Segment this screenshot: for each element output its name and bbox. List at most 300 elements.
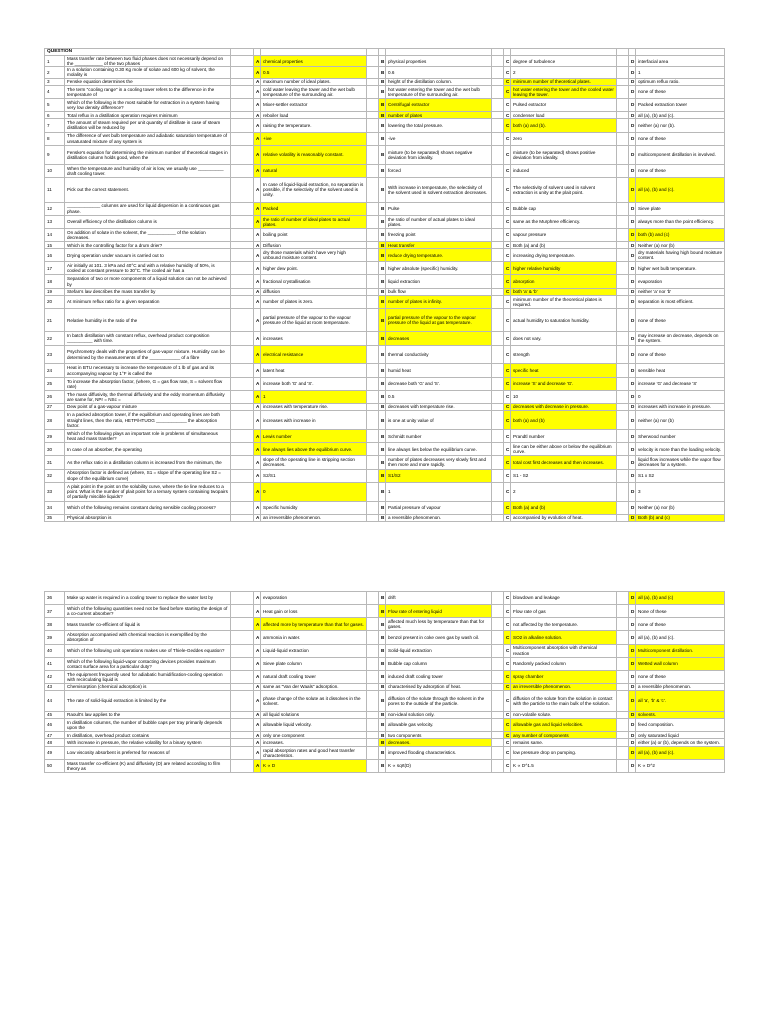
option-d: Sherwood number [636, 430, 725, 443]
option-d: interfacial area [636, 56, 725, 67]
option-c: higher relative humidity [511, 262, 617, 275]
option-c: degree of turbulence [511, 56, 617, 67]
option-letter-d: D [629, 112, 636, 119]
option-d: neither (a) nor (b) [636, 411, 725, 430]
option-letter-a: A [254, 759, 261, 772]
option-a: increases with temperature rise. [261, 403, 367, 410]
table-row [45, 262, 725, 275]
option-b: higher absolute (specific) humidity. [386, 262, 492, 275]
option-c: induced [511, 164, 617, 177]
option-b: Schmidt number [386, 430, 492, 443]
question-text: Total reflux in a distillation operation requires minimum [65, 112, 231, 119]
option-a: the ratio of number of ideal plates to actual plates. [261, 215, 367, 228]
option-letter-d: D [629, 670, 636, 683]
table-row [45, 112, 725, 119]
option-letter-c: C [504, 411, 511, 430]
option-letter-c: C [504, 605, 511, 618]
option-d: evaporation [636, 275, 725, 288]
question-text: Which of the following quantities need not be fixed before starting the design of a co-current absorber? [65, 605, 231, 618]
question-text: In a packed absorption tower, if the equilibrium and operating lines are both straight lines, then the ratio, HETP/HTUOG ____________ the absorption factor. [65, 411, 231, 430]
question-number: 37 [45, 605, 65, 618]
option-letter-a: A [254, 631, 261, 644]
option-letter-a: A [254, 262, 261, 275]
option-letter-d: D [629, 377, 636, 390]
option-c: K ∝ D^1.5 [511, 759, 617, 772]
option-letter-b: B [379, 202, 386, 215]
option-d: Packed extraction tower [636, 98, 725, 111]
table-row [45, 403, 725, 410]
option-letter-c: C [504, 249, 511, 262]
option-d: none of these [636, 164, 725, 177]
option-letter-c: C [504, 711, 511, 718]
question-number: 19 [45, 288, 65, 295]
option-c: S1 - S2 [511, 469, 617, 482]
option-c: remains same. [511, 739, 617, 746]
option-a: electrical resistance [261, 345, 367, 364]
option-d: multicomponent distillation is involved. [636, 145, 725, 164]
option-b: mixture (to be separated) shows negative deviation from ideality. [386, 145, 492, 164]
option-letter-c: C [504, 119, 511, 132]
option-letter-c: C [504, 456, 511, 469]
table-row [45, 98, 725, 111]
option-c: Both (a) and (b) [511, 501, 617, 514]
option-d: increase 'G' and decrease 'S' [636, 377, 725, 390]
question-number: 24 [45, 364, 65, 377]
question-number: 41 [45, 657, 65, 670]
option-letter-b: B [379, 456, 386, 469]
option-letter-a: A [254, 309, 261, 332]
question-text: In case of an absorber, the operating [65, 443, 231, 456]
question-number: 28 [45, 411, 65, 430]
question-number: 8 [45, 132, 65, 145]
option-letter-a: A [254, 177, 261, 202]
option-b: forced [386, 164, 492, 177]
option-d: Wetted wall column [636, 657, 725, 670]
option-letter-d: D [629, 275, 636, 288]
option-a: S2/S1 [261, 469, 367, 482]
question-text: Pick out the correct statement. [65, 177, 231, 202]
option-b: two components [386, 732, 492, 739]
option-letter-d: D [629, 469, 636, 482]
question-number: 2 [45, 67, 65, 78]
question-text: Make up water is required in a cooling tower to replace the water lost by [65, 592, 231, 605]
question-number: 32 [45, 469, 65, 482]
option-letter-c: C [504, 443, 511, 456]
option-letter-c: C [504, 295, 511, 308]
table-row [45, 119, 725, 132]
option-letter-d: D [629, 411, 636, 430]
question-number: 42 [45, 670, 65, 683]
option-a: phase change of the solute as it dissolves in the solvent. [261, 691, 367, 711]
option-letter-a: A [254, 228, 261, 241]
option-letter-a: A [254, 241, 261, 248]
option-a: K ∝ D [261, 759, 367, 772]
question-text: The rate of solid-liquid extraction is limited by the [65, 691, 231, 711]
option-letter-b: B [379, 711, 386, 718]
option-letter-a: A [254, 644, 261, 657]
option-d: feed composition. [636, 718, 725, 731]
option-c: allowable gas and liquid velocities. [511, 718, 617, 731]
option-letter-b: B [379, 275, 386, 288]
option-letter-a: A [254, 132, 261, 145]
question-number: 15 [45, 241, 65, 248]
question-number: 16 [45, 249, 65, 262]
question-text: In distillation, overhead product contains [65, 732, 231, 739]
option-letter-b: B [379, 309, 386, 332]
question-number: 39 [45, 631, 65, 644]
option-c: 2 [511, 67, 617, 78]
question-number: 9 [45, 145, 65, 164]
option-letter-d: D [629, 132, 636, 145]
option-letter-b: B [379, 119, 386, 132]
option-b: decreases [386, 332, 492, 345]
question-text: Overall efficiency of the distillation column is [65, 215, 231, 228]
option-letter-c: C [504, 288, 511, 295]
option-d: may increase on decrease, depends on the system. [636, 332, 725, 345]
option-a: +ive [261, 132, 367, 145]
option-letter-b: B [379, 67, 386, 78]
option-letter-b: B [379, 691, 386, 711]
question-number: 4 [45, 85, 65, 98]
option-a: all liquid solutions [261, 711, 367, 718]
option-letter-d: D [629, 145, 636, 164]
question-text: The term "cooling range" in a cooling tower refers to the difference in the temperature of [65, 85, 231, 98]
option-c: 10 [511, 390, 617, 403]
option-c: does not vary. [511, 332, 617, 345]
option-d: all 'a', 'b' & 'c'. [636, 691, 725, 711]
option-letter-a: A [254, 249, 261, 262]
option-b: S1/S2 [386, 469, 492, 482]
option-c: increasing drying temperature. [511, 249, 617, 262]
option-letter-b: B [379, 377, 386, 390]
option-letter-d: D [629, 241, 636, 248]
table-row [45, 364, 725, 377]
option-letter-a: A [254, 501, 261, 514]
option-letter-b: B [379, 469, 386, 482]
option-b: Flow rate of entering liquid [386, 605, 492, 618]
question-text: With increase in pressure, the relative volatility for a binary system [65, 739, 231, 746]
option-letter-d: D [629, 403, 636, 410]
option-letter-c: C [504, 670, 511, 683]
option-letter-a: A [254, 746, 261, 759]
option-letter-d: D [629, 691, 636, 711]
table-row [45, 683, 725, 690]
question-number: 22 [45, 332, 65, 345]
option-a: Liquid-liquid extraction [261, 644, 367, 657]
option-c: line can be either above or below the equilibrium curve. [511, 443, 617, 456]
option-c: The selectivity of solvent used in solvent extraction is unity at the plait point. [511, 177, 617, 202]
table-row [45, 443, 725, 456]
option-letter-c: C [504, 145, 511, 164]
table-row [45, 411, 725, 430]
option-letter-b: B [379, 132, 386, 145]
question-text: Absorption accompanied with chemical reaction is exemplified by the absorption of [65, 631, 231, 644]
option-a: chemical properties [261, 56, 367, 67]
option-letter-b: B [379, 78, 386, 85]
table-row [45, 718, 725, 731]
option-c: Prandtl number [511, 430, 617, 443]
question-number: 6 [45, 112, 65, 119]
question-number: 17 [45, 262, 65, 275]
option-letter-c: C [504, 332, 511, 345]
option-c: Pulsed extractor [511, 98, 617, 111]
table-row [45, 430, 725, 443]
option-letter-d: D [629, 592, 636, 605]
option-a: boiling point [261, 228, 367, 241]
table-row [45, 145, 725, 164]
option-letter-c: C [504, 164, 511, 177]
option-c: decreases with decrease in pressure. [511, 403, 617, 410]
option-d: all (a), (b) and (c). [636, 112, 725, 119]
option-letter-b: B [379, 732, 386, 739]
option-letter-a: A [254, 732, 261, 739]
option-letter-d: D [629, 711, 636, 718]
option-letter-b: B [379, 657, 386, 670]
question-number: 45 [45, 711, 65, 718]
option-letter-b: B [379, 443, 386, 456]
option-letter-b: B [379, 430, 386, 443]
option-letter-d: D [629, 644, 636, 657]
option-letter-c: C [504, 85, 511, 98]
option-letter-c: C [504, 78, 511, 85]
option-letter-a: A [254, 85, 261, 98]
option-b: the ratio of number of actual plates to ideal plates. [386, 215, 492, 228]
question-text: On addition of solute in the solvent, the ___________ of the solution decreases. [65, 228, 231, 241]
option-b: height of the distillation column. [386, 78, 492, 85]
table-row [45, 746, 725, 759]
question-text: A plait point in the point on the solubility curve, where the tie line reduces to a point. What is the number of plait point for a ternary system containing twopairs of partially miscible liquids? [65, 482, 231, 501]
table-row [45, 711, 725, 718]
option-d: both (b) and (c) [636, 228, 725, 241]
table-row [45, 592, 725, 605]
option-letter-a: A [254, 670, 261, 683]
question-number: 13 [45, 215, 65, 228]
option-letter-a: A [254, 443, 261, 456]
option-letter-b: B [379, 177, 386, 202]
option-c: spray chamber [511, 670, 617, 683]
option-letter-b: B [379, 670, 386, 683]
option-c: both (a) and (b) [511, 411, 617, 430]
option-letter-c: C [504, 241, 511, 248]
option-letter-b: B [379, 759, 386, 772]
option-letter-c: C [504, 202, 511, 215]
option-a: Diffusion [261, 241, 367, 248]
option-c: Multicomponent absorption with chemical reaction [511, 644, 617, 657]
option-d: 3 [636, 482, 725, 501]
option-d: S1 x S2 [636, 469, 725, 482]
table-row [45, 309, 725, 332]
option-b: is one at unity value of [386, 411, 492, 430]
option-c: condenser load [511, 112, 617, 119]
option-letter-b: B [379, 112, 386, 119]
option-b: bulk flow [386, 288, 492, 295]
option-letter-d: D [629, 430, 636, 443]
option-letter-a: A [254, 215, 261, 228]
question-number: 12 [45, 202, 65, 215]
option-d: all (a), (b) and (c) [636, 592, 725, 605]
option-d: all (a), (b) and (c). [636, 177, 725, 202]
option-letter-d: D [629, 332, 636, 345]
option-b: humid heat [386, 364, 492, 377]
question-text: To increase the absorption factor, (where, G = gas flow rate, S = solvent flow rate) [65, 377, 231, 390]
option-letter-d: D [629, 249, 636, 262]
option-letter-a: A [254, 145, 261, 164]
question-text: Separation of two or more components of a liquid solution can not be achieved by [65, 275, 231, 288]
option-letter-d: D [629, 364, 636, 377]
question-number: 40 [45, 644, 65, 657]
table-row [45, 241, 725, 248]
table-row [45, 85, 725, 98]
option-b: 0.6 [386, 67, 492, 78]
question-text: Heat in BTU necessary to increase the temperature of 1 lb of gas and its accompanying vapour by 1°F is called the [65, 364, 231, 377]
question-number: 7 [45, 119, 65, 132]
option-letter-c: C [504, 364, 511, 377]
question-text: In a solution containing 0.30 Kg mole of solute and 600 kg of solvent, the molality is [65, 67, 231, 78]
option-c: an irreversible phenomenon. [511, 683, 617, 690]
table-row [45, 295, 725, 308]
question-number: 31 [45, 456, 65, 469]
option-letter-c: C [504, 112, 511, 119]
option-c: SO2 in alkaline solution. [511, 631, 617, 644]
option-letter-d: D [629, 262, 636, 275]
question-text: Physical absorption is [65, 514, 231, 521]
option-letter-b: B [379, 644, 386, 657]
option-letter-a: A [254, 691, 261, 711]
option-c: minimum number of theoretical plates. [511, 78, 617, 85]
option-letter-d: D [629, 443, 636, 456]
option-d: K ∝ D^2 [636, 759, 725, 772]
option-letter-a: A [254, 295, 261, 308]
option-letter-a: A [254, 67, 261, 78]
option-letter-b: B [379, 631, 386, 644]
option-letter-c: C [504, 98, 511, 111]
option-letter-a: A [254, 403, 261, 410]
option-b: partial pressure of the vapour to the vapour pressure of the liquid at gas temperature. [386, 309, 492, 332]
question-text: When the temperature and humidity of air is low, we usually use __________ draft cooling tower. [65, 164, 231, 177]
option-letter-a: A [254, 605, 261, 618]
option-letter-b: B [379, 56, 386, 67]
option-a: increases [261, 332, 367, 345]
option-a: increase both 'G' and 'S'. [261, 377, 367, 390]
option-letter-c: C [504, 403, 511, 410]
question-text: Stefan's law describes the mass transfer by [65, 288, 231, 295]
option-letter-c: C [504, 657, 511, 670]
table-row [45, 670, 725, 683]
option-d: none of these [636, 309, 725, 332]
option-letter-d: D [629, 739, 636, 746]
table-row [45, 288, 725, 295]
option-b: -ive [386, 132, 492, 145]
question-table-part-1 [44, 48, 725, 522]
option-c: non-volatile solute. [511, 711, 617, 718]
option-letter-c: C [504, 309, 511, 332]
option-b: Solid-liquid extraction [386, 644, 492, 657]
option-letter-c: C [504, 275, 511, 288]
option-letter-a: A [254, 98, 261, 111]
option-a: same as "Van der Waals" adsorption. [261, 683, 367, 690]
option-d: 0 [636, 390, 725, 403]
question-text: Which of the following unit operations makes use of Thiele-Geddes equation? [65, 644, 231, 657]
option-letter-b: B [379, 605, 386, 618]
option-letter-d: D [629, 514, 636, 521]
option-a: raising the temperature. [261, 119, 367, 132]
option-letter-a: A [254, 739, 261, 746]
option-letter-a: A [254, 411, 261, 430]
option-b: allowable gas velocity. [386, 718, 492, 731]
option-a: Specific humidity [261, 501, 367, 514]
table-row [45, 56, 725, 67]
question-text: The amount of steam required per unit quantity of distillate in case of steam distillation will be reduced by [65, 119, 231, 132]
option-b: With increase in temperature, the selectivity of the solvent used in solvent extraction decreases. [386, 177, 492, 202]
question-text: Fenske's equation for determining the minimum number of theoretical stages in distillation column holds good, when the [65, 145, 231, 164]
option-d: neither 'a' nor 'b' [636, 288, 725, 295]
option-c: blowdown and leakage [511, 592, 617, 605]
question-text: The mass diffusivity, the thermal diffusivity and the eddy momentum diffusivity are same for, NPr = NSc = [65, 390, 231, 403]
question-text: _____________ columns are used for liquid dispersion in a continuous gas phase. [65, 202, 231, 215]
option-letter-c: C [504, 514, 511, 521]
option-letter-d: D [629, 345, 636, 364]
option-c: diffusion of the solute from the solution in contact with the particle to the main bulk of the solution. [511, 691, 617, 711]
option-letter-d: D [629, 98, 636, 111]
question-number: 35 [45, 514, 65, 521]
option-letter-c: C [504, 759, 511, 772]
option-b: characterised by adsorption of heat. [386, 683, 492, 690]
option-b: diffusion of the solute through the solvent in the pores to the outside of the particle. [386, 691, 492, 711]
option-letter-b: B [379, 295, 386, 308]
question-text: Mass transfer co-efficient (K) and diffusivity (D) are related according to film theory as [65, 759, 231, 772]
option-d: only saturated liquid [636, 732, 725, 739]
option-a: an irreversible phenomenon. [261, 514, 367, 521]
option-letter-d: D [629, 618, 636, 631]
question-number: 20 [45, 295, 65, 308]
option-d: always more than the point efficiency. [636, 215, 725, 228]
table-row [45, 345, 725, 364]
option-letter-c: C [504, 746, 511, 759]
question-text: Air initially at 101. 3 kPa and 40°C and with a relative humidity of 50%, is cooled at constant pressure to 30°C. The cooled air has a [65, 262, 231, 275]
table-row [45, 164, 725, 177]
option-d: Multicomponent distillation. [636, 644, 725, 657]
option-letter-c: C [504, 345, 511, 364]
option-d: Sieve plate [636, 202, 725, 215]
table-row [45, 691, 725, 711]
question-text: Chemisorption (chemical adsorption) is [65, 683, 231, 690]
option-a: latent heat [261, 364, 367, 377]
option-letter-a: A [254, 78, 261, 85]
option-letter-b: B [379, 618, 386, 631]
table-row [45, 501, 725, 514]
option-c: total cost first decreases and then increases. [511, 456, 617, 469]
option-letter-a: A [254, 112, 261, 119]
question-number: 44 [45, 691, 65, 711]
option-a: line always lies above the equilibrium curve. [261, 443, 367, 456]
question-text: Dew point of a gas-vapour mixture [65, 403, 231, 410]
option-letter-b: B [379, 164, 386, 177]
option-d: increases with increase in pressure. [636, 403, 725, 410]
option-letter-d: D [629, 456, 636, 469]
option-letter-b: B [379, 514, 386, 521]
option-b: number of plates decreases very slowly first and then more and more rapidly. [386, 456, 492, 469]
question-text: Drying operation under vacuum is carried out to [65, 249, 231, 262]
option-letter-b: B [379, 332, 386, 345]
option-letter-a: A [254, 119, 261, 132]
option-a: fractional crystallisation [261, 275, 367, 288]
table-row [45, 249, 725, 262]
option-letter-a: A [254, 514, 261, 521]
question-number: 30 [45, 443, 65, 456]
option-b: physical properties [386, 56, 492, 67]
table-row [45, 202, 725, 215]
option-d: dry materials having high bound moisture content. [636, 249, 725, 262]
